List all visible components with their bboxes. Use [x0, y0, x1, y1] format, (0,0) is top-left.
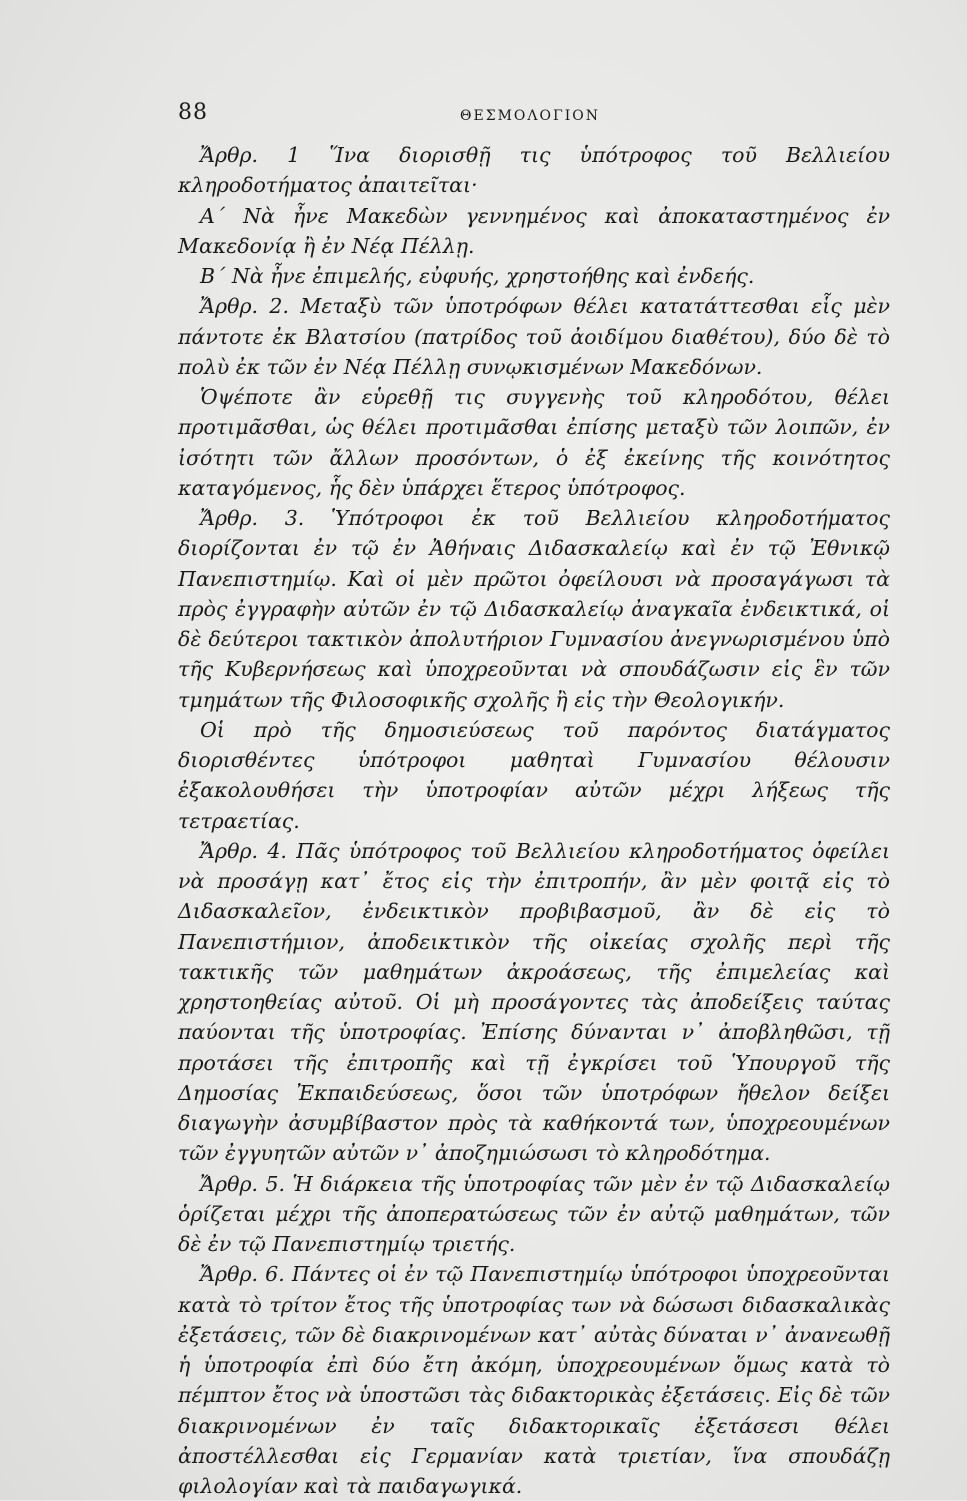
paragraph-article-3: Ἄρθρ. 3. Ὑπότροφοι ἐκ τοῦ Βελλιείου κληροδοτήματος διορίζονται ἐν τῷ ἐν Ἀθήναις Διδασκαλείῳ καὶ ἐν τῷ Ἐθνικῷ Πανεπιστημίῳ. Καὶ οἱ μὲν πρῶτοι ὀφείλουσι νὰ προσαγάγωσι τὰ πρὸς ἐγγραφὴν αὐτῶν ἐν τῷ Διδασκαλείῳ ἀναγκαῖα ἐνδεικτικά, οἱ δὲ δεύτεροι τακτικὸν ἀπολυτήριον Γυμνασίου ἀνεγνωρισμένου ὑπὸ τῆς Κυβερνήσεως καὶ ὑποχρεοῦνται νὰ σπουδάζωσιν εἰς ἓν τῶν τμημάτων τῆς Φιλοσοφικῆς σχολῆς ἢ εἰς τὴν Θεολογικήν.	[178, 506, 890, 712]
paragraph-article-2: Ἄρθρ. 2. Μεταξὺ τῶν ὑποτρόφων θέλει κατατάττεσθαι εἷς μὲν πάντοτε ἐκ Βλατσίου (πατρίδος τοῦ ἀοιδίμου διαθέτου), δύο δὲ τὸ πολὺ ἐκ τῶν ἐν Νέᾳ Πέλλῃ συνῳκισμένων Μακεδόνων.	[178, 294, 890, 379]
running-title: ΘΕΣΜΟΛΟΓΙΟΝ	[460, 108, 600, 124]
paragraph-relative-preference: Ὁψέποτε ἂν εὑρεθῇ τις συγγενὴς τοῦ κληροδότου, θέλει προτιμᾶσθαι, ὡς θέλει προτιμᾶσθαι ἐπίσης μεταξὺ τῶν λοιπῶν, ἐν ἰσότητι τῶν ἄλλων προσόντων, ὁ ἐξ ἐκείνης τῆς κοινότητος καταγόμενος, ἧς δὲν ὑπάρχει ἕτερος ὑπότροφος.	[178, 385, 890, 500]
paragraph-article-6: Ἄρθρ. 6. Πάντες οἱ ἐν τῷ Πανεπιστημίῳ ὑπότροφοι ὑποχρεοῦνται κατὰ τὸ τρίτον ἔτος τῆς ὑποτροφίας των νὰ δώσωσι διδασκαλικὰς ἐξετάσεις, τῶν δὲ διακρινομένων κατ᾽ αὐτὰς δύναται ν᾽ ἀνανεωθῇ ἡ ὑποτροφία ἐπὶ δύο ἔτη ἀκόμη, ὑποχρεουμένων ὅμως κατὰ τὸ πέμπτον ἔτος νὰ ὑποστῶσι τὰς διδακτορικὰς ἐξετάσεις. Εἰς δὲ τῶν διακρινομένων ἐν ταῖς διδακτορικαῖς ἐξετάσεσι θέλει ἀποστέλλεσθαι εἰς Γερμανίαν κατὰ τριετίαν, ἵνα σπουδάζῃ φιλολογίαν καὶ τὰ παιδαγωγικά.	[178, 1262, 890, 1498]
paragraph-article-1: Ἄρθρ. 1 Ἵνα διορισθῇ τις ὑπότροφος τοῦ Βελλιείου κληροδοτήματος ἀπαιτεῖται·	[178, 143, 890, 198]
article-body	[178, 140, 890, 1501]
paragraph-condition-a: Α΄ Νὰ ἦνε Μακεδὼν γεννημένος καὶ ἀποκαταστημένος ἐν Μακεδονίᾳ ἢ ἐν Νέᾳ Πέλλῃ.	[178, 203, 890, 258]
page-number: 88	[178, 100, 208, 125]
paragraph-article-4: Ἄρθρ. 4. Πᾶς ὑπότροφος τοῦ Βελλιείου κληροδοτήματος ὀφείλει νὰ προσάγῃ κατ᾽ ἔτος εἰς τὴν ἐπιτροπήν, ἂν μὲν φοιτᾷ εἰς τὸ Διδασκαλεῖον, ἐνδεικτικὸν προβιβασμοῦ, ἂν δὲ εἰς τὸ Πανεπιστήμιον, ἀποδεικτικὸν τῆς οἰκείας σχολῆς περὶ τῆς τακτικῆς τῶν μαθημάτων ἀκροάσεως, τῆς ἐπιμελείας καὶ χρηστοηθείας αὐτοῦ. Οἱ μὴ προσάγοντες τὰς ἀποδείξεις ταύτας παύονται τῆς ὑποτροφίας. Ἐπίσης δύνανται ν᾽ ἀποβληθῶσι, τῇ προτάσει τῆς ἐπιτροπῆς καὶ τῇ ἐγκρίσει τοῦ Ὑπουργοῦ τῆς Δημοσίας Ἐκπαιδεύσεως, ὅσοι τῶν ὑποτρόφων ἤθελον δείξει διαγωγὴν ἀσυμβίβαστον πρὸς τὰ καθήκοντά των, ὑποχρεουμένων τῶν ἐγγυητῶν αὐτῶν ν᾽ ἀποζημιώσωσι τὸ κληροδότημα.	[178, 838, 890, 1166]
paragraph-previous-scholars: Οἱ πρὸ τῆς δημοσιεύσεως τοῦ παρόντος διατάγματος διορισθέντες ὑπότροφοι μαθηταὶ Γυμνασίου θέλουσιν ἐξακολουθήσει τὴν ὑποτροφίαν αὐτῶν μέχρι λήξεως τῆς τετραετίας.	[178, 717, 890, 833]
paragraph-article-5: Ἄρθρ. 5. Ἡ διάρκεια τῆς ὑποτροφίας τῶν μὲν ἐν τῷ Διδασκαλείῳ ὁρίζεται μέχρι τῆς ἀποπερατώσεως τῶν ἐν αὐτῷ μαθημάτων, τῶν δὲ ἐν τῷ Πανεπιστημίῳ τριετής.	[178, 1171, 890, 1256]
paragraph-condition-b: Β΄ Νὰ ἦνε ἐπιμελής, εὐφυής, χρηστοήθης καὶ ἐνδεής.	[200, 264, 755, 288]
